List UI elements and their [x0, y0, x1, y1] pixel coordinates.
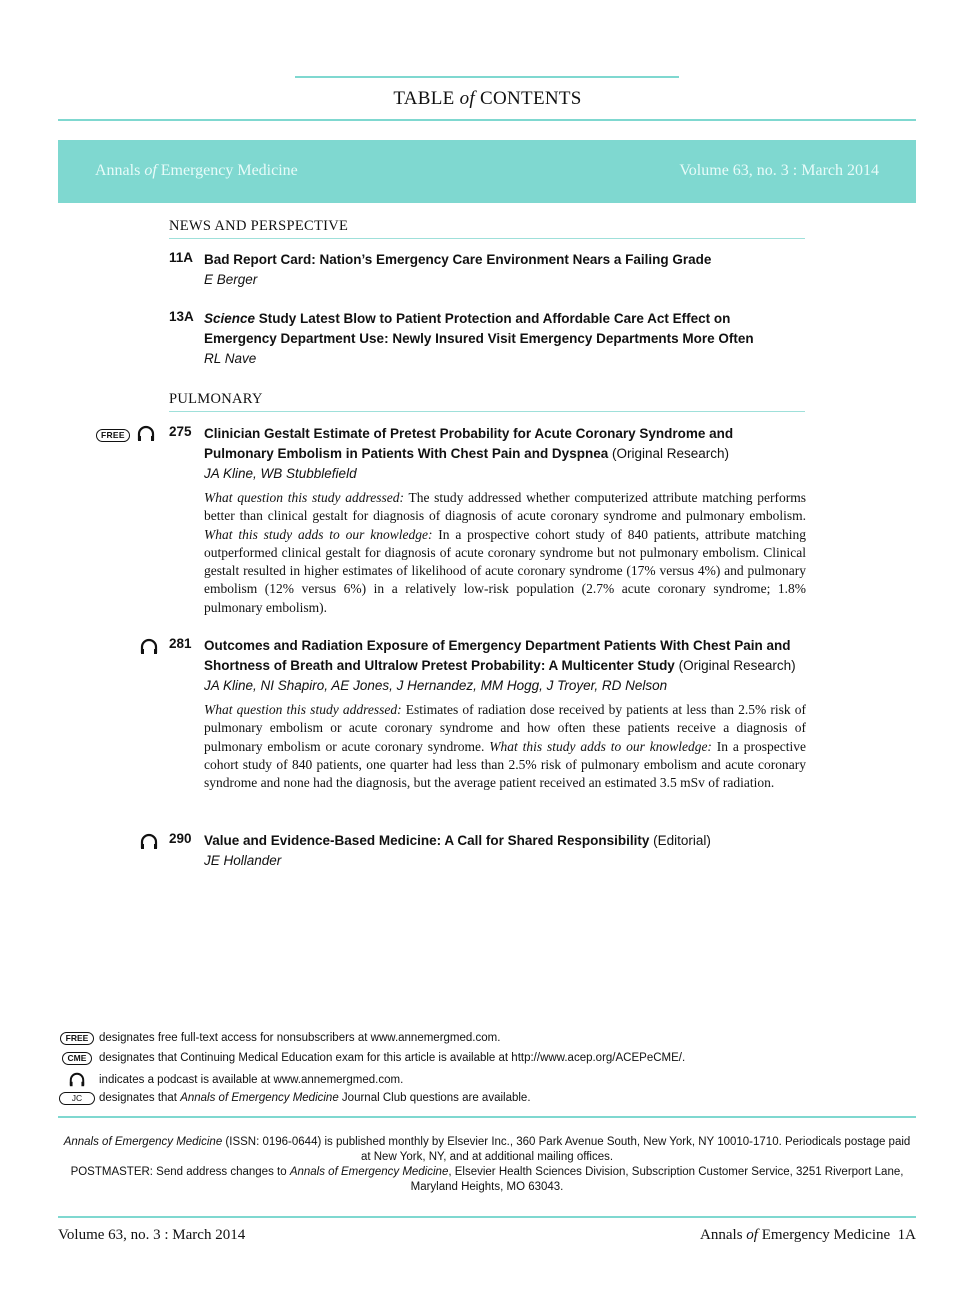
page-number: 281 — [169, 636, 192, 651]
banner-journal-name: Annals of Emergency Medicine — [95, 162, 298, 179]
article-authors: E Berger — [204, 272, 258, 287]
footer-journal: Annals of Emergency Medicine 1A — [700, 1227, 916, 1243]
podcast-icon[interactable] — [136, 425, 156, 443]
jc-badge: JC — [59, 1092, 95, 1105]
legend-free: FREE designates free full-text access for nonsubscribers at www.annemergmed.com. — [58, 1032, 500, 1045]
legend-jc: JC designates that Annals of Emergency Medicine Journal Club questions are available. — [58, 1092, 531, 1105]
footer-page-number: 1A — [897, 1227, 916, 1243]
header-divider — [58, 119, 916, 121]
banner-issue: Volume 63, no. 3 : March 2014 — [679, 162, 879, 179]
article-authors: RL Nave — [204, 351, 257, 366]
podcast-icon[interactable] — [139, 833, 159, 851]
article-title[interactable]: Bad Report Card: Nation’s Emergency Care Environment Nears a Failing Grade — [204, 252, 712, 267]
section-heading-news: NEWS AND PERSPECTIVE — [169, 218, 805, 239]
article-title[interactable]: Value and Evidence-Based Medicine: A Call for Shared Responsibility (Editorial) — [204, 833, 711, 848]
cme-badge: CME — [62, 1052, 93, 1065]
article-authors: JE Hollander — [204, 853, 282, 868]
postmaster-statement: POSTMASTER: Send address changes to Annals of Emergency Medicine, Elsevier Health Sciences Division, Subscription Customer Service, 3251 Riverport Lane, Maryland Heights, MO 63043. — [70, 1166, 904, 1193]
entry-badges — [96, 425, 156, 443]
icon-legend — [58, 1032, 916, 1112]
article-summary: What question this study addressed: The study addressed whether computerized attribute matching performs better than clinical gestalt for diagnosis of diagnosis of acute coronary syndrome and pulmonary embolism. What this study adds to our knowledge: In a prospective cohort study of 840 patients, attribute matching outperformed clinical gestalt for diagnosis of acute coronary syndrome but not pulmonary embolism. Clinical gestalt resulted in higher estimates of likelihood of acute coronary syndrome (17% versus 4%) and pulmonary embolism (12% versus 6%) in a relatively low-risk population (2.7% acute coronary syndrome; 1.8% pulmonary embolism). — [204, 490, 807, 615]
entry-badges — [139, 833, 159, 851]
article-type: (Original Research) — [608, 446, 730, 461]
toc-entry[interactable] — [169, 309, 806, 369]
entry-badges — [139, 638, 159, 656]
podcast-icon — [68, 1072, 86, 1088]
article-authors: JA Kline, WB Stubblefield — [204, 466, 357, 481]
page-title: TABLE of CONTENTS — [393, 88, 582, 109]
page-number: 13A — [169, 309, 194, 324]
footer-issue: Volume 63, no. 3 : March 2014 — [58, 1227, 246, 1243]
top-rule — [295, 76, 679, 78]
section-heading-pulmonary: PULMONARY — [169, 391, 805, 412]
legend-divider — [58, 1116, 916, 1118]
article-title[interactable]: Outcomes and Radiation Exposure of Emergency Department Patients With Chest Pain and Shortness of Breath and Ultralow Pretest Probability: A Multicenter Study (Original Research) — [204, 638, 796, 673]
publication-statement: Annals of Emergency Medicine (ISSN: 0196-0644) is published monthly by Elsevier Inc., 360 Park Avenue South, New York, NY 10010-1710. Periodicals postage paid at New York, NY, and at additional mailing offices. — [63, 1136, 911, 1163]
toc-entry[interactable] — [169, 250, 806, 290]
article-type: (Editorial) — [649, 833, 711, 848]
page-number: 290 — [169, 831, 192, 846]
toc-entry[interactable] — [169, 424, 806, 617]
publication-info — [58, 1135, 916, 1195]
toc-entry[interactable] — [169, 831, 806, 871]
podcast-icon[interactable] — [139, 638, 159, 656]
free-badge: FREE — [60, 1032, 95, 1045]
toc-entry[interactable] — [169, 636, 806, 792]
free-badge[interactable]: FREE — [96, 429, 130, 442]
article-authors: JA Kline, NI Shapiro, AE Jones, J Hernandez, MM Hogg, J Troyer, RD Nelson — [204, 678, 668, 693]
article-type: (Original Research) — [674, 658, 796, 673]
footer-divider — [58, 1216, 916, 1218]
article-summary: What question this study addressed: Estimates of radiation dose received by patients at less than 2.5% risk of pulmonary embolism or acute coronary syndrome and how often these patients receive a diagnosis of pulmonary embolism or acute coronary syndrome. What this study adds to our knowledge: In a prospective cohort study of 840 patients, one quarter had less than 2.5% risk of pulmonary embolism and acute coronary syndrome and none had the diagnosis, but the average patient received an estimated 3.5 mSv of radiation. — [204, 702, 806, 791]
article-title[interactable]: Clinician Gestalt Estimate of Pretest Probability for Acute Coronary Syndrome and Pulmonary Embolism in Patients With Chest Pain and Dyspnea (Original Research) — [204, 426, 734, 461]
journal-banner — [58, 140, 916, 203]
legend-podcast: indicates a podcast is available at www.annemergmed.com. — [58, 1072, 403, 1088]
page-number: 11A — [169, 250, 194, 265]
article-title[interactable]: Science Study Latest Blow to Patient Protection and Affordable Care Act Effect on Emergency Department Use: Newly Insured Visit Emergency Departments More Often — [204, 311, 754, 346]
legend-cme: CME designates that Continuing Medical Education exam for this article is available at http://www.acep.org/ACEPeCME/. — [58, 1052, 685, 1065]
page-number: 275 — [169, 424, 192, 439]
